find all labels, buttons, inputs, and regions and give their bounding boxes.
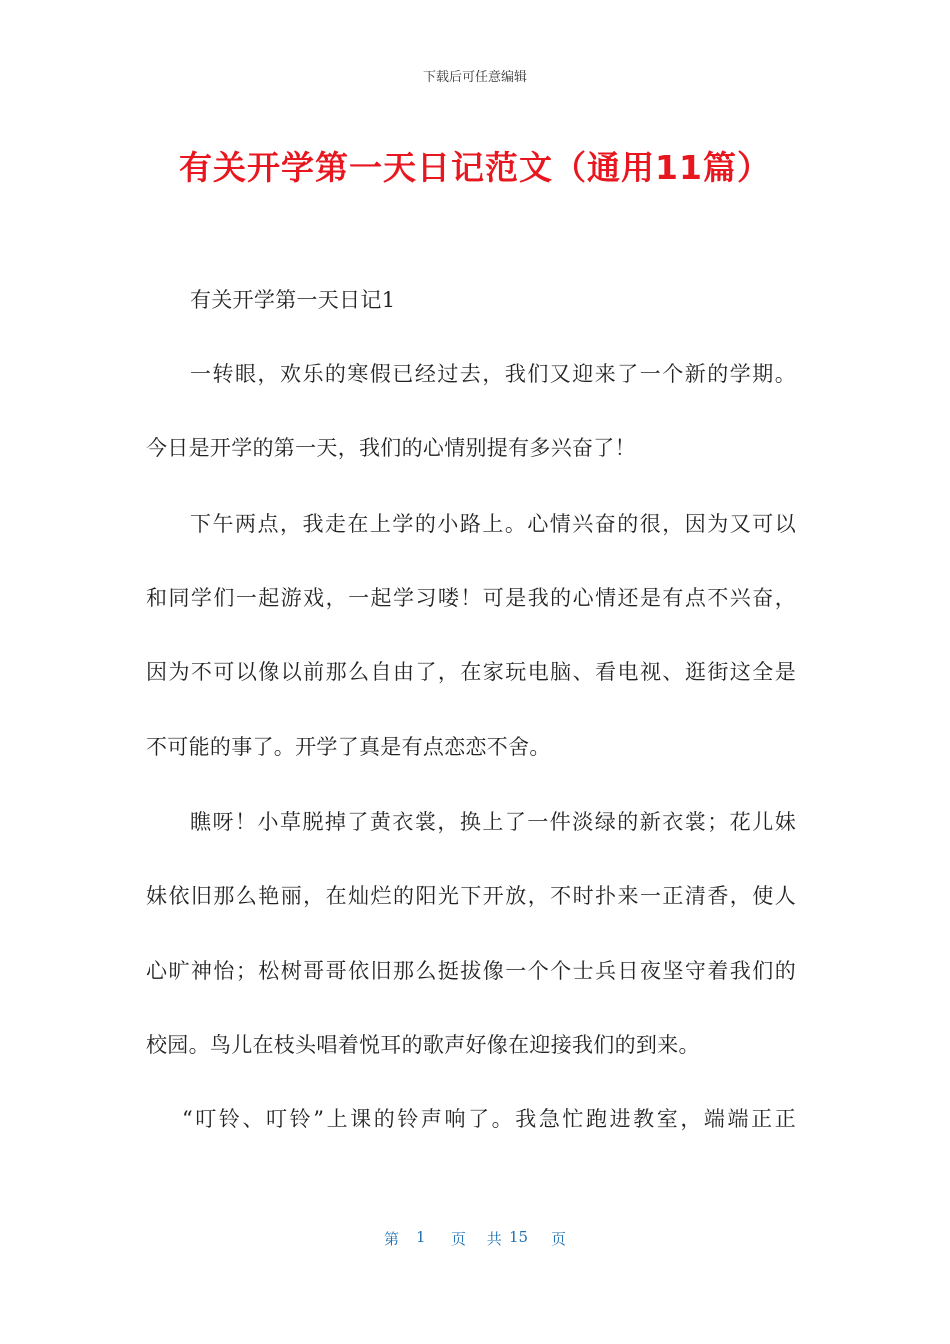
body-line: 一转眼，欢乐的寒假已经过去，我们又迎来了一个新的学期。 — [190, 362, 796, 386]
body-line: 瞧呀！小草脱掉了黄衣裳，换上了一件淡绿的新衣裳；花儿妹 — [190, 810, 796, 834]
body-line: 不可能的事了。开学了真是有点恋恋不舍。 — [146, 735, 551, 759]
footer-page-of-label: 页 共 — [451, 1230, 510, 1248]
body-line: 因为不可以像以前那么自由了，在家玩电脑、看电视、逛街这全是 — [146, 660, 796, 684]
footer-total-pages: 15 — [509, 1228, 529, 1246]
body-line: 和同学们一起游戏，一起学习喽！可是我的心情还是有点不兴奋， — [146, 586, 796, 610]
body-line: 校园。鸟儿在枝头唱着悦耳的歌声好像在迎接我们的到来。 — [146, 1033, 700, 1057]
footer-current-page: 1 — [416, 1228, 426, 1246]
body-line: 妹依旧那么艳丽，在灿烂的阳光下开放，不时扑来一正清香，使人 — [146, 884, 796, 908]
footer-page-label: 第 — [384, 1230, 400, 1248]
document-title: 有关开学第一天日记范文（通用11篇） — [179, 148, 771, 187]
body-line: “叮铃、叮铃”上课的铃声响了。我急忙跑进教室，端端正正 — [182, 1107, 796, 1131]
body-line: 下午两点，我走在上学的小路上。心情兴奋的很，因为又可以 — [190, 512, 796, 536]
body-line: 今日是开学的第一天，我们的心情别提有多兴奋了！ — [146, 436, 636, 460]
footer-pages-label: 页 — [551, 1230, 567, 1248]
section-heading: 有关开学第一天日记1 — [190, 288, 396, 312]
body-line: 心旷神怡；松树哥哥依旧那么挺拔像一个个士兵日夜坚守着我们的 — [146, 959, 796, 983]
page-header-note: 下载后可任意编辑 — [422, 70, 527, 85]
